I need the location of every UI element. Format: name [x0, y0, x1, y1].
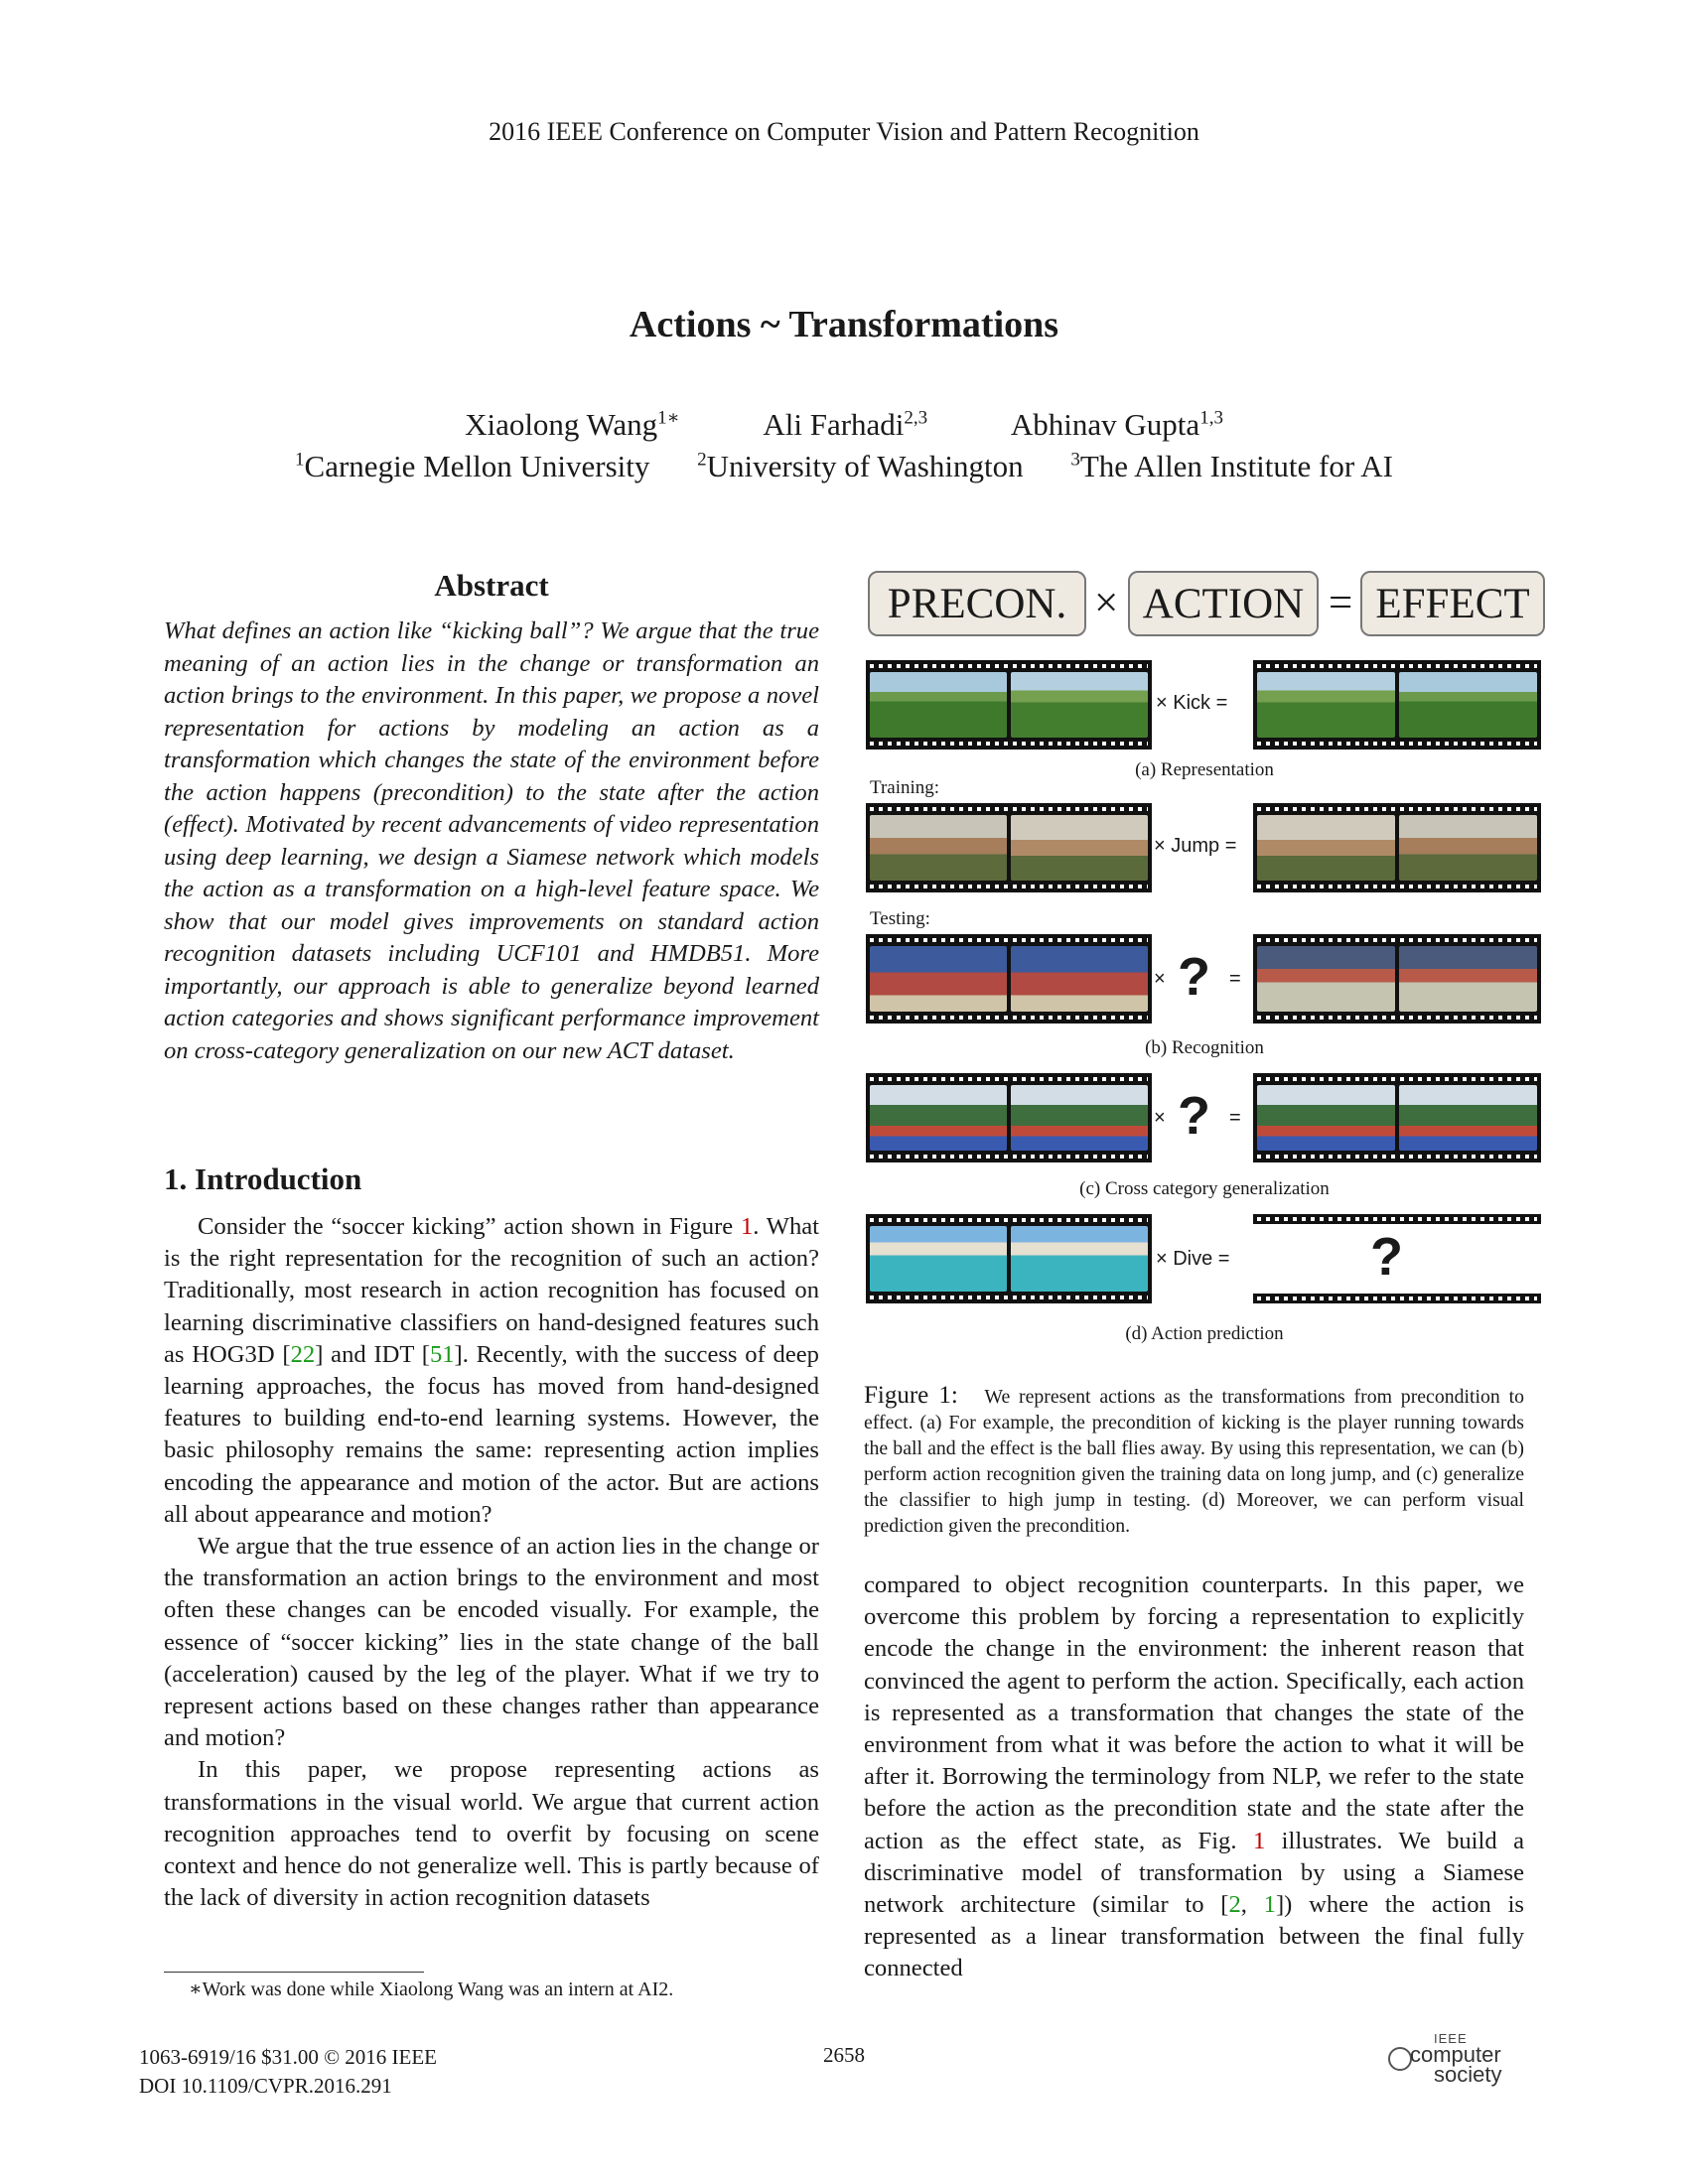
times-operator: ×: [1154, 968, 1166, 990]
video-frame: [1399, 946, 1537, 1012]
intro-paragraph-3: In this paper, we propose representing actions as transformations in the visual world. We argue that current action recognition approaches tend to overfit by focusing on scene context and hence do not generalize well. This is partly because of the lack of diversity in action recognition datasets: [164, 1756, 819, 1912]
conference-header: 2016 IEEE Conference on Computer Vision and Pattern Recognition: [489, 117, 1199, 146]
subcaption-c: (c) Cross category generalization: [1079, 1178, 1330, 1199]
precondition-box: PRECON.: [868, 571, 1086, 636]
jump-operator-label: × Jump =: [1154, 835, 1237, 857]
effect-box: EFFECT: [1360, 571, 1545, 636]
equals-operator: =: [1229, 968, 1241, 990]
testing-label: Testing:: [870, 908, 930, 929]
author-3: Abhinav Gupta$^{1,3}$: [1010, 407, 1223, 442]
video-frame: [1399, 672, 1537, 738]
video-frame: [1011, 1085, 1148, 1151]
video-frame: [1011, 815, 1148, 881]
video-frame: [1399, 1085, 1537, 1151]
figure-label: Figure 1:: [864, 1382, 958, 1409]
author-2: Ali Farhadi$^{2,3}$: [763, 407, 928, 442]
times-operator: ×: [1154, 1107, 1166, 1129]
video-strip-highjump-precondition: [866, 1073, 1152, 1162]
intro-paragraph-1: Consider the “soccer kicking” action shown in Figure 1. What is the right representation for the recognition of such an action? Traditionally, most research in action recognition has focused on learning discriminative classifiers on hand-designed features such as HOG3D [22] and IDT [51]. Recently, with the success of deep learning approaches, the focus has moved from hand-designed features to building end-to-end learning systems. However, the basic philosophy remains the same: representing action implies encoding the appearance and motion of the actor. But are actions all about appearance and motion?: [164, 1213, 819, 1528]
video-strip-test-precondition: [866, 934, 1152, 1024]
footnote: ∗Work was done while Xiaolong Wang was an intern at AI2.: [189, 1979, 674, 2000]
video-frame: [1011, 1226, 1148, 1292]
video-frame: [870, 1085, 1007, 1151]
action-box: ACTION: [1128, 571, 1319, 636]
paper-title: Actions ~ Transformations: [629, 304, 1059, 345]
video-frame: [1257, 946, 1395, 1012]
video-frame: [870, 1226, 1007, 1292]
ieee-computer-society-logo: IEEE computer society: [1388, 2031, 1537, 2087]
video-strip-highjump-effect: [1253, 1073, 1541, 1162]
video-frame: [1257, 1085, 1395, 1151]
citation-link[interactable]: 51: [429, 1340, 455, 1368]
affiliation-3: $^3$The Allen Institute for AI: [1070, 449, 1393, 483]
affiliation-list: [0, 449, 1688, 484]
video-strip-kick-effect: [1253, 660, 1541, 750]
unknown-action-question-mark: ?: [1178, 947, 1210, 1007]
author-1: Xiaolong Wang$^{1∗}$: [465, 407, 680, 442]
intro-paragraph-4: compared to object recognition counterparts. In this paper, we overcome this problem by forcing a representation to explicitly encode the change in the environment: the inherent reason that convinced the agent to perform the action. Specifically, each action is represented as a transformation that changes the state of the environment from what it was before the action to what it will be after it. Borrowing the terminology from NLP, we refer to the state before the action as the precondition state and the state after the action as the effect state, as Fig. 1 illustrates. We build a discriminative model of transformation by using a Siamese network architecture (similar to [2, 1]) where the action is represented as a linear transformation between the final fully connected: [864, 1571, 1524, 1982]
intro-paragraph-2: We argue that the true essence of an action lies in the change or the transformation an action brings to the environment and most often these changes can be encoded visually. For example, the essence of “soccer kicking” lies in the state change of the ball (acceleration) caused by the leg of the player. What if we try to represent actions based on these changes rather than appearance and motion?: [164, 1533, 819, 1752]
video-strip-test-effect: [1253, 934, 1541, 1024]
video-frame: [1011, 946, 1148, 1012]
video-frame: [1257, 815, 1395, 881]
video-strip-jump-effect: [1253, 803, 1541, 892]
footnote-divider: [164, 1972, 424, 1973]
equals-symbol: =: [1329, 580, 1353, 626]
video-strip-kick-precondition: [866, 660, 1152, 750]
figure-ref-link[interactable]: 1: [1252, 1827, 1266, 1854]
author-list: [0, 407, 1688, 443]
citation-link[interactable]: 1: [1263, 1891, 1276, 1919]
video-strip-dive-precondition: [866, 1214, 1152, 1303]
citation-link[interactable]: 2: [1228, 1891, 1241, 1919]
video-strip-jump-precondition: [866, 803, 1152, 892]
video-frame: [1011, 672, 1148, 738]
dive-operator-label: × Dive =: [1156, 1248, 1230, 1270]
page-number: 2658: [823, 2043, 865, 2067]
subcaption-b: (b) Recognition: [1145, 1037, 1264, 1058]
video-frame: [1399, 815, 1537, 881]
equals-operator: =: [1229, 1107, 1241, 1129]
figure-1-caption: Figure 1: We represent actions as the transformations from precondition to effect. (a) For example, the precondition of kicking is the player running towards the ball and the effect is the ball flies away. By using this representation, we can (b) perform action recognition given the training data on long jump, and (c) generalize the classifier to high jump in testing. (d) Moreover, we can perform visual prediction given the precondition.: [864, 1382, 1524, 1537]
abstract-heading: Abstract: [434, 568, 549, 603]
times-symbol: ×: [1094, 580, 1119, 626]
affiliation-1: $^1$Carnegie Mellon University: [295, 449, 650, 483]
predicted-effect-question-mark: ?: [1370, 1227, 1403, 1287]
kick-operator-label: × Kick =: [1156, 692, 1228, 714]
video-frame: [870, 815, 1007, 881]
issn-line: 1063-6919/16 $31.00 © 2016 IEEE: [139, 2045, 438, 2069]
introduction-text: [164, 1211, 819, 1914]
video-frame: [870, 672, 1007, 738]
subcaption-d: (d) Action prediction: [1125, 1323, 1284, 1344]
training-label: Training:: [870, 777, 940, 798]
citation-link[interactable]: 22: [290, 1340, 316, 1368]
unknown-action-question-mark: ?: [1178, 1086, 1210, 1146]
section-heading-introduction: 1. Introduction: [164, 1161, 362, 1196]
affiliation-2: $^2$University of Washington: [697, 449, 1024, 483]
intro-continued-text: [864, 1570, 1524, 1985]
doi-line: DOI 10.1109/CVPR.2016.291: [139, 2074, 392, 2098]
subcaption-a: (a) Representation: [1135, 759, 1274, 780]
logo-mark-icon: [1388, 2047, 1412, 2071]
figure-ref-link[interactable]: 1: [740, 1213, 754, 1240]
video-frame: [870, 946, 1007, 1012]
video-frame: [1257, 672, 1395, 738]
abstract-text: What defines an action like “kicking ball”? We argue that the true meaning of an action lies in the change or transformation an action brings to the environment. In this paper, we propose a novel representation for actions by modeling an action as a transformation which changes the state of the environment before the action happens (precondition) to the state after the action (effect). Motivated by recent advancements of video representation using deep learning, we design a Siamese network which models the action as a transformation on a high-level feature space. We show that our model gives improvements on standard action recognition datasets including UCF101 and HMDB51. More importantly, our approach is able to generalize beyond learned action categories and shows significant performance improvement on cross-category generalization on our new ACT dataset.: [164, 617, 819, 1064]
